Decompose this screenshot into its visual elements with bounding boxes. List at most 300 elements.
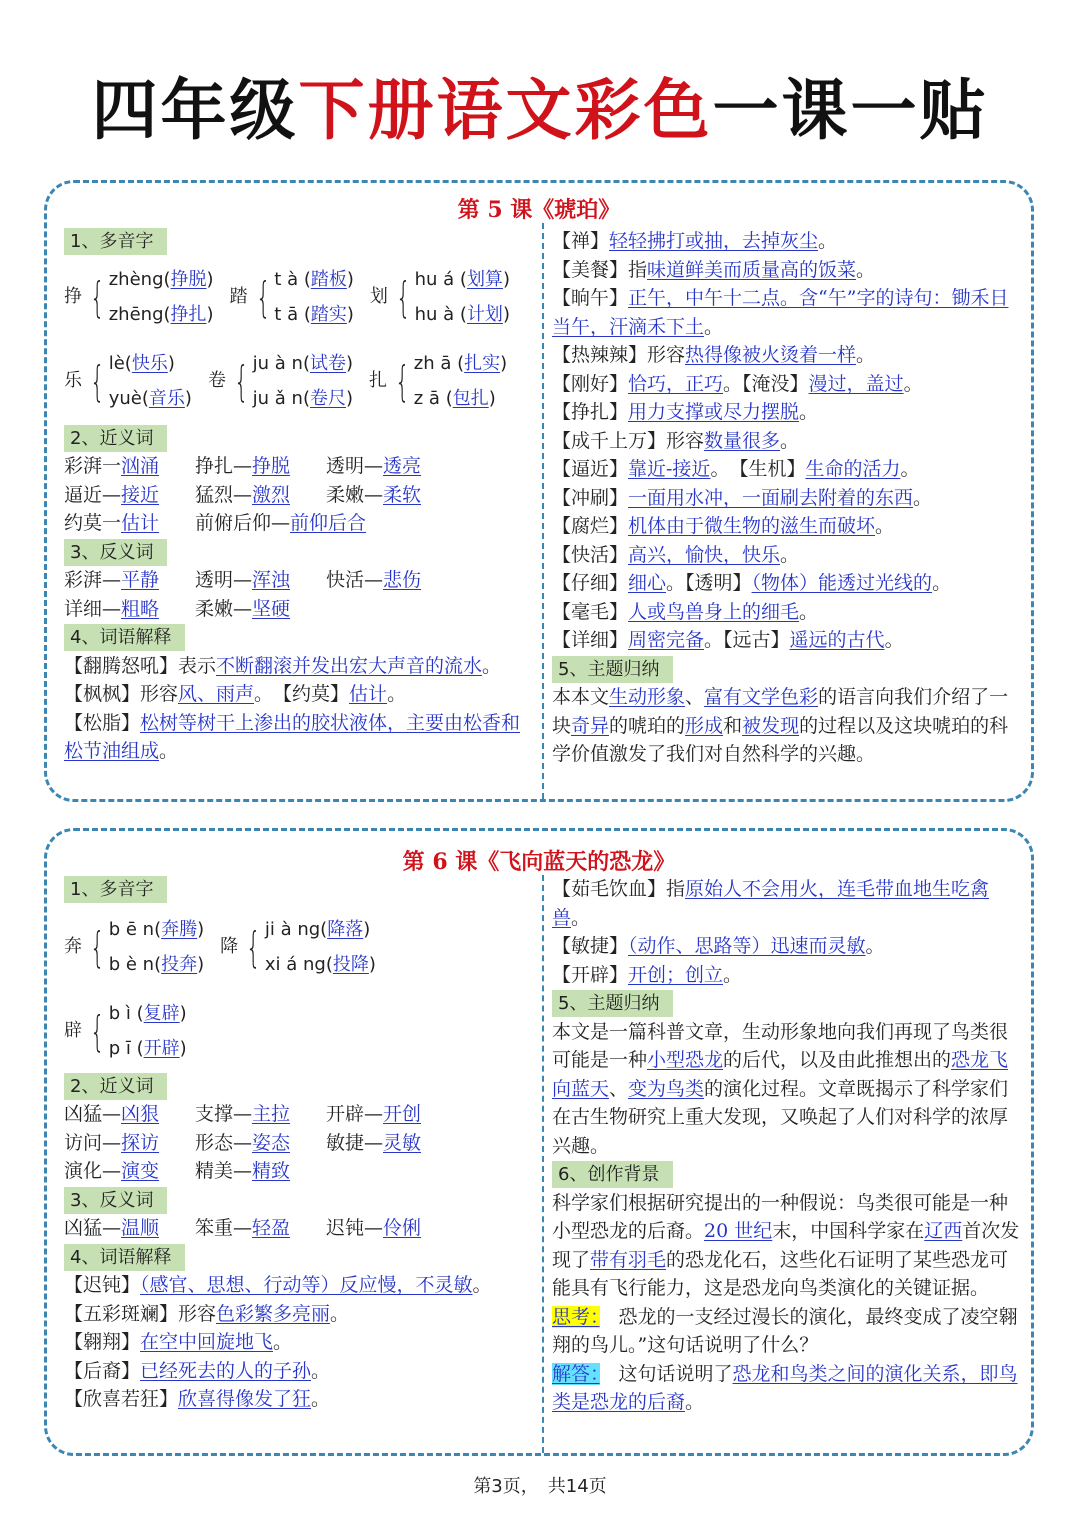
reading-line <box>415 266 510 295</box>
section-heading: 6、创作背景 <box>552 1161 673 1188</box>
definition-text: 热得像被火烫着一样 <box>685 344 857 366</box>
pinyin: hu à ( <box>414 303 467 325</box>
pinyin: zh ā ( <box>413 353 465 374</box>
definition-item <box>552 341 1020 370</box>
paren-close: ) <box>206 269 214 290</box>
term: 。 <box>875 515 895 537</box>
lesson-5-title: 第 5 课《琥珀》 <box>457 197 621 223</box>
word-pair <box>326 1214 457 1243</box>
word: 支撑— <box>195 1103 253 1125</box>
background-text: 科学家们根据研究提出的一种假说：鸟类很可能是一种小型恐龙的后裔。20 世纪末，中国科学家在辽西首次发现了带有羽毛的恐龙化石，这些化石证明了某些恐龙可能具有飞行能力，这是恐龙向鸟类演化的关键证据。 <box>552 1191 1020 1299</box>
related-word: 精致 <box>252 1160 291 1182</box>
term: 【五彩斑斓】形容 <box>64 1302 217 1325</box>
pinyin: z ā ( <box>413 387 453 409</box>
term: 。 <box>311 1359 331 1382</box>
example-word: 试卷 <box>310 353 346 374</box>
term: 【毫毛】 <box>552 600 629 623</box>
brace-icon: { <box>90 922 105 972</box>
word-pair <box>195 509 367 538</box>
term: 。 <box>780 429 800 452</box>
example-word: 踏板 <box>310 269 347 290</box>
paren-close: ) <box>502 303 510 325</box>
related-word: 前仰后合 <box>290 512 367 534</box>
brace-icon: { <box>233 356 249 406</box>
pinyin: ju à n( <box>252 353 310 374</box>
related-word: 轻盈 <box>252 1217 291 1239</box>
definition-text: 人或鸟兽身上的细毛 <box>628 600 800 623</box>
word-pair-row <box>64 1214 532 1243</box>
reading-line <box>109 350 192 379</box>
example-word: 音乐 <box>148 387 185 409</box>
polyphone-char: 划 <box>369 286 388 308</box>
related-word: 开创 <box>383 1103 422 1125</box>
reading-line <box>109 951 204 980</box>
pinyin: ji à ng( <box>264 919 328 940</box>
related-word: 伶俐 <box>383 1217 422 1239</box>
definition-item <box>552 484 1020 513</box>
page-number: 第3页， 共14页 <box>473 1476 607 1497</box>
related-word: 温顺 <box>121 1217 160 1239</box>
definition-text: 色彩繁多亮丽 <box>216 1302 331 1325</box>
readings <box>415 266 510 329</box>
term: 【茹毛饮血】指 <box>552 878 686 900</box>
term: 【敏捷】 <box>552 935 629 957</box>
pinyin: b ē n( <box>108 919 162 940</box>
word: 敏捷— <box>326 1131 384 1154</box>
word: 前俯后仰— <box>195 512 291 534</box>
word-pair <box>64 1157 195 1186</box>
lesson-6-right-column <box>552 875 1020 1417</box>
paren-close: ) <box>363 919 371 940</box>
definition-text: 周密完备 <box>628 629 705 651</box>
term: 【冲刷】 <box>552 486 629 509</box>
term: 。 <box>273 1331 293 1353</box>
word: 精美— <box>195 1160 253 1182</box>
word: 透明— <box>326 455 384 477</box>
column-divider <box>542 875 544 1453</box>
term: 【腐烂】 <box>552 515 629 537</box>
word: 迟钝— <box>326 1217 384 1239</box>
term: 。 <box>856 258 876 281</box>
word: 详细— <box>64 597 122 620</box>
reading-line <box>274 301 354 330</box>
related-word: 挣脱 <box>252 455 291 477</box>
word: 柔嫩— <box>195 597 253 620</box>
term: 【挣扎】 <box>552 401 629 423</box>
related-word: 凶狠 <box>121 1103 160 1125</box>
related-word: 主拉 <box>252 1103 291 1125</box>
brace-icon: { <box>395 356 410 406</box>
term: 。 <box>571 906 591 929</box>
definition-text: 机体由于微生物的滋生而破坏 <box>628 515 876 537</box>
term: 。 <box>865 935 885 957</box>
word: 柔嫩— <box>326 483 384 506</box>
word: 笨重— <box>195 1217 253 1239</box>
definition-text: （感官、思想、行动等）反应慢，不灵敏 <box>140 1274 473 1296</box>
related-word: 汹涌 <box>121 455 160 477</box>
related-word: 探访 <box>121 1131 160 1154</box>
definition-list <box>552 227 1020 655</box>
related-word: 柔软 <box>383 483 422 506</box>
example-word: 挣脱 <box>170 269 207 290</box>
example-word: 挣扎 <box>170 303 207 325</box>
pinyin: yuè( <box>108 387 149 409</box>
definition-item <box>552 569 1020 598</box>
paren-close: ) <box>502 269 510 290</box>
definition-text: 一面用水冲，一面刷去附着的东西 <box>628 486 914 509</box>
polyphone-row <box>64 340 532 424</box>
word-pair <box>64 1100 195 1129</box>
word-pair-row <box>64 509 532 538</box>
brace-icon: { <box>90 272 105 322</box>
definition-item <box>552 455 1020 484</box>
pinyin: b ì ( <box>108 1003 144 1024</box>
readings <box>109 350 192 413</box>
answer-text: 解答： 这句话说明了恐龙和鸟类之间的演化关系，即鸟类是恐龙的后裔。 <box>552 1362 1018 1413</box>
word-pair <box>195 452 326 481</box>
paren-close: ) <box>346 269 354 290</box>
pinyin: p ī ( <box>108 1037 144 1059</box>
term: 。 <box>932 572 952 594</box>
example-word: 复辟 <box>143 1003 180 1024</box>
example-word: 降落 <box>327 919 364 940</box>
readings <box>109 1000 187 1063</box>
definition-text: 开创；创立 <box>628 963 724 986</box>
related-word: 接近 <box>121 483 160 506</box>
paren-close: ) <box>346 303 354 325</box>
definition-item <box>552 256 1020 285</box>
word-pair <box>195 481 326 510</box>
polyphone-char: 踏 <box>229 286 248 308</box>
definition-text: 高兴，愉快，快乐 <box>628 543 781 566</box>
word-pair <box>195 595 326 624</box>
antonym-list <box>64 1214 532 1243</box>
page-title: 四年级下册语文彩色一课一贴 <box>91 72 989 149</box>
word: 逼近— <box>64 483 122 506</box>
word-pair <box>195 1214 326 1243</box>
reading-line <box>109 385 192 414</box>
word: 开辟— <box>326 1103 384 1125</box>
antonym-list <box>64 566 532 623</box>
section-heading: 5、主题归纳 <box>552 990 673 1017</box>
brace-icon: { <box>90 1006 105 1056</box>
term: 。 <box>884 629 904 651</box>
word-pair <box>64 595 195 624</box>
polyphone-char: 扎 <box>369 370 388 392</box>
polyphone-row <box>64 904 532 992</box>
polyphone-group <box>220 916 376 979</box>
word-pair-row <box>64 452 532 481</box>
word: 快活— <box>326 569 384 591</box>
term: 【晌午】 <box>552 287 629 309</box>
definition-text: 已经死去的人的子孙 <box>140 1359 312 1382</box>
definition-text: 生命的活力 <box>805 458 901 480</box>
term: 【后裔】 <box>64 1359 141 1382</box>
paren-close: ) <box>179 1037 187 1059</box>
word-pair-row <box>64 1100 532 1129</box>
pinyin: b è n( <box>108 953 162 975</box>
reading-line <box>253 350 353 379</box>
definition-text: 漫过，盖过 <box>808 372 904 395</box>
polyphone-char: 挣 <box>64 286 82 308</box>
brace-icon: { <box>395 272 411 322</box>
pinyin: xi á ng( <box>264 953 333 975</box>
synonym-list <box>64 1100 532 1186</box>
term: 。【淹没】 <box>723 372 809 395</box>
polyphone-char: 奔 <box>64 936 82 958</box>
term: 。 <box>704 315 724 338</box>
word-pair <box>326 1129 457 1158</box>
section-heading: 1、多音字 <box>64 228 167 255</box>
section-heading: 2、近义词 <box>64 1073 167 1100</box>
word-pair-row <box>64 566 532 595</box>
definition-text: 正午，中午十二点。含“午”字的诗句：锄禾日当午，汗滴禾下土 <box>552 287 1009 338</box>
related-word: 灵敏 <box>383 1131 422 1154</box>
term: 【禅】 <box>552 230 610 252</box>
paren-close: ) <box>167 353 175 374</box>
brace-icon: { <box>90 356 105 406</box>
term: 【热辣辣】形容 <box>552 344 686 366</box>
word-pair <box>195 1129 326 1158</box>
word: 凶猛— <box>64 1103 122 1125</box>
section-heading: 3、反义词 <box>64 539 167 566</box>
term: 【开辟】 <box>552 963 629 986</box>
definition-item: 【松脂】松树等树干上渗出的胶状液体，主要由松香和松节油组成。 <box>64 711 521 762</box>
word-pair <box>64 509 195 538</box>
example-word: 包扎 <box>452 387 489 409</box>
word-pair <box>195 1157 326 1186</box>
definition-item: 【枫枫】形容风、雨声。 【约莫】估计。 <box>64 683 407 705</box>
term: 。【远古】 <box>704 629 790 651</box>
term: 。 <box>799 401 819 423</box>
polyphone-group <box>230 266 354 329</box>
word: 凶猛— <box>64 1217 122 1239</box>
synonym-list <box>64 452 532 538</box>
polyphone-row <box>64 256 532 340</box>
term: 【快活】 <box>552 543 629 566</box>
example-word: 投降 <box>332 953 369 975</box>
paren-close: ) <box>206 303 214 325</box>
example-word: 扎实 <box>464 353 501 374</box>
example-word: 划算 <box>466 269 503 290</box>
lesson-6-left-column <box>64 875 532 1414</box>
section-heading: 1、多音字 <box>64 876 167 903</box>
word: 演化— <box>64 1160 122 1182</box>
pinyin: lè( <box>108 353 132 374</box>
definition-text: 细心 <box>628 572 667 594</box>
definition-text: 数量很多 <box>704 429 781 452</box>
word-pair <box>326 452 457 481</box>
term: 【成千上万】形容 <box>552 429 705 452</box>
word-pair <box>64 566 195 595</box>
related-word: 浑浊 <box>252 569 291 591</box>
definition-item <box>552 427 1020 456</box>
polyphone-group <box>370 266 510 329</box>
section-heading: 4、词语解释 <box>64 624 185 651</box>
definition-item <box>64 1271 532 1300</box>
reading-line <box>274 266 354 295</box>
example-word: 投奔 <box>161 953 198 975</box>
related-word: 悲伤 <box>383 569 422 591</box>
example-word: 开辟 <box>143 1037 180 1059</box>
reading-line <box>415 301 510 330</box>
reading-line <box>109 301 214 330</box>
polyphone-group <box>64 266 214 329</box>
paren-close: ) <box>197 953 205 975</box>
word-pair <box>64 481 195 510</box>
term: 。 <box>330 1302 350 1325</box>
definition-item <box>552 284 1020 341</box>
related-word: 坚硬 <box>252 597 291 620</box>
pinyin: zhèng( <box>108 269 171 290</box>
word-pair <box>195 1100 326 1129</box>
word: 彩湃一 <box>64 455 122 477</box>
word: 形态— <box>195 1131 253 1154</box>
polyphone-char: 降 <box>220 936 239 958</box>
term: 。 <box>818 230 838 252</box>
column-divider <box>542 223 544 799</box>
word-pair <box>64 1214 195 1243</box>
word-pair <box>326 1100 457 1129</box>
term: 【仔细】 <box>552 572 629 594</box>
definition-text: 靠近-接近 <box>628 458 711 480</box>
section-heading: 3、反义词 <box>64 1187 167 1214</box>
reading-line <box>253 385 353 414</box>
definition-list <box>64 1271 532 1414</box>
definition-item <box>552 875 1020 932</box>
word: 彩湃— <box>64 569 122 591</box>
term: 【详细】 <box>552 629 629 651</box>
term: 【美餐】指 <box>552 258 648 281</box>
definition-item <box>552 961 1020 990</box>
lesson-5-card <box>44 180 1034 802</box>
lesson-5-right-column <box>552 227 1020 769</box>
definition-text: 轻轻拂打或抽，去掉灰尘 <box>609 230 819 252</box>
paren-close: ) <box>346 387 354 409</box>
paren-close: ) <box>197 919 205 940</box>
polyphone-char: 卷 <box>207 370 226 392</box>
readings <box>109 916 204 979</box>
word-pair-row <box>64 481 532 510</box>
reading-line <box>265 951 376 980</box>
term: 。 <box>472 1274 492 1296</box>
definition-text: 味道鲜美而质量高的饭菜 <box>647 258 857 281</box>
related-word: 平静 <box>121 569 160 591</box>
term: 。【透明】 <box>666 572 752 594</box>
definition-item <box>552 932 1020 961</box>
term: 。 <box>723 963 743 986</box>
definition-list <box>552 875 1020 989</box>
polyphone-group <box>208 350 353 413</box>
word: 访问— <box>64 1131 122 1154</box>
reading-line <box>265 916 376 945</box>
example-word: 卷尺 <box>310 387 346 409</box>
readings <box>109 266 214 329</box>
paren-close: ) <box>346 353 354 374</box>
related-word: 估计 <box>121 512 160 534</box>
related-word: 激烈 <box>252 483 291 506</box>
paren-close: ) <box>488 387 496 409</box>
theme-summary: 本文是一篇科普文章，生动形象地向我们再现了鸟类很可能是一种小型恐龙的后代，以及由此推想出的恐龙飞向蓝天、变为鸟类的演化过程。文章既揭示了科学家们在古生物研究上重大发现，又唤起了人们对科学的浓厚兴趣。 <box>552 1020 1009 1157</box>
lesson-6-card <box>44 828 1034 1456</box>
definition-text: 遥远的古代 <box>789 629 885 651</box>
polyphone-row <box>64 992 532 1072</box>
think-label: 思考： <box>552 1305 600 1328</box>
definition-item: 【翻腾怒吼】表示不断翻滚并发出宏大声音的流水。 <box>64 654 502 677</box>
term: 。 <box>900 458 920 480</box>
example-word: 计划 <box>466 303 503 325</box>
polyphone-group <box>64 916 204 979</box>
lesson-5-left-column <box>64 227 532 766</box>
reading-line <box>414 350 507 379</box>
definition-text: 恰巧，正巧 <box>628 372 724 395</box>
term: 。 【生机】 <box>710 458 806 480</box>
word-pair <box>326 566 457 595</box>
section-heading: 5、主题归纳 <box>552 656 673 683</box>
definition-text: 原始人不会用火，连毛带血地生吃禽兽 <box>552 878 990 929</box>
term: 【逼近】 <box>552 458 629 480</box>
word-pair-row <box>64 595 532 624</box>
polyphone-group <box>64 1000 187 1063</box>
definition-item <box>552 398 1020 427</box>
example-word: 奔腾 <box>161 919 198 940</box>
brace-icon: { <box>255 272 271 322</box>
think-question: 思考： 恐龙的一支经过漫长的演化，最终变成了凌空翱翔的鸟儿。”这句话说明了什么？ <box>552 1305 1018 1356</box>
pinyin: t ā ( <box>274 303 311 325</box>
word: 猛烈— <box>195 483 253 506</box>
example-word: 踏实 <box>310 303 347 325</box>
term: 【刚好】 <box>552 372 629 395</box>
definition-item <box>552 512 1020 541</box>
definition-item <box>552 370 1020 399</box>
definition-item <box>64 1385 532 1414</box>
definition-item <box>552 227 1020 256</box>
word-pair <box>326 481 457 510</box>
paren-close: ) <box>184 387 192 409</box>
readings <box>265 916 376 979</box>
word-pair <box>195 566 326 595</box>
polyphone-char: 乐 <box>64 370 82 392</box>
reading-line <box>109 916 204 945</box>
definition-item <box>64 1357 532 1386</box>
word: 透明— <box>195 569 253 591</box>
word: 挣扎— <box>195 455 253 477</box>
term: 。 <box>856 344 876 366</box>
definition-text: 欣喜得像发了狂 <box>178 1388 312 1410</box>
pinyin: zhēng( <box>108 303 171 325</box>
term: 。 <box>913 486 933 509</box>
definition-item <box>64 1300 532 1329</box>
pinyin: t à ( <box>274 269 311 290</box>
answer-label: 解答： <box>552 1362 600 1385</box>
polyphone-char: 辟 <box>64 1020 82 1042</box>
readings <box>414 350 507 413</box>
term: 。 <box>799 600 819 623</box>
definition-text: （物体）能透过光线的 <box>751 572 933 594</box>
definition-item <box>64 1328 532 1357</box>
term: 【欣喜若狂】 <box>64 1388 179 1410</box>
word-pair <box>64 452 195 481</box>
pinyin: ju ǎ n( <box>252 387 310 409</box>
readings <box>253 350 353 413</box>
brace-icon: { <box>246 922 261 972</box>
reading-line <box>109 1035 187 1064</box>
definition-text: 用力支撑或尽力摆脱 <box>628 401 800 423</box>
reading-line <box>109 266 214 295</box>
pinyin: hu á ( <box>414 269 467 290</box>
definition-item <box>552 626 1020 655</box>
paren-close: ) <box>500 353 508 374</box>
